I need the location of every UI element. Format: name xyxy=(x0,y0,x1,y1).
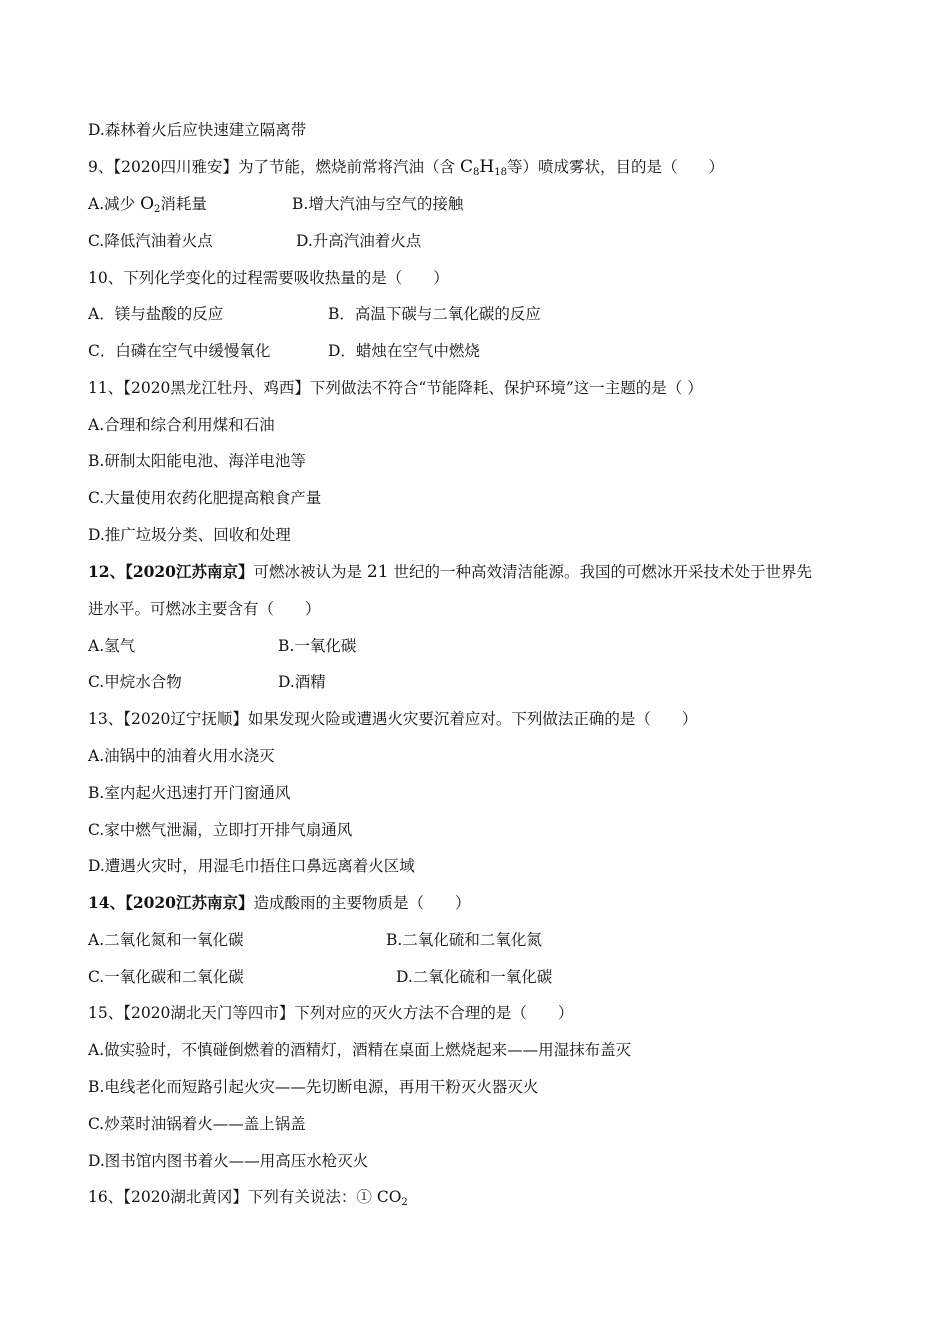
question-16: 16、【2020湖北黄冈】下列有关说法：① $CO_2$ xyxy=(88,1188,408,1208)
q10-options-row2 xyxy=(88,340,888,362)
q9-options-row1 xyxy=(88,193,888,215)
q13-option-c: C.家中燃气泄漏，立即打开排气扇通风 xyxy=(88,821,353,839)
question-11: 11、【2020黑龙江牡丹、鸡西】下列做法不符合“节能降耗、保护环境”这一主题的是（ ） xyxy=(88,379,703,397)
question-9: 9、【2020四川雅安】为了节能，燃烧前常将汽油（含 $C_8H_{18}$等）喷成雾状，目的是（ ） xyxy=(88,157,724,178)
q9-option-a: A.减少 $O_2$消耗量 xyxy=(88,194,207,215)
q11-option-b: B.研制太阳能电池、海洋电池等 xyxy=(88,452,306,470)
q12-option-c: C.甲烷水合物 xyxy=(88,673,182,691)
q9-options-row2 xyxy=(88,230,888,252)
question-13: 13、【2020辽宁抚顺】如果发现火险或遭遇火灾要沉着应对。下列做法正确的是（ ） xyxy=(88,710,698,728)
q15-option-a: A.做实验时，不慎碰倒燃着的酒精灯，酒精在桌面上燃烧起来——用湿抹布盖灭 xyxy=(88,1041,632,1059)
q10-option-d: D．蜡烛在空气中燃烧 xyxy=(328,342,480,360)
q14-option-d: D.二氧化硫和一氧化碳 xyxy=(396,968,553,986)
q12-option-b: B.一氧化碳 xyxy=(278,637,357,655)
q10-options-row1 xyxy=(88,303,888,325)
q14-option-a: A.二氧化氮和一氧化碳 xyxy=(88,931,244,949)
q13-option-b: B.室内起火迅速打开门窗通风 xyxy=(88,784,291,802)
q10-option-b: B．高温下碳与二氧化碳的反应 xyxy=(328,305,541,323)
q14-options-row1 xyxy=(88,929,888,951)
q10-option-a: A．镁与盐酸的反应 xyxy=(88,305,224,323)
q15-option-d: D.图书馆内图书着火——用高压水枪灭火 xyxy=(88,1152,369,1170)
q9-option-b: B.增大汽油与空气的接触 xyxy=(292,195,464,213)
q15-option-b: B.电线老化而短路引起火灾——先切断电源，再用干粉灭火器灭火 xyxy=(88,1078,539,1096)
question-12-continued: 进水平。可燃冰主要含有（ ） xyxy=(88,600,321,618)
q14-options-row2 xyxy=(88,966,888,988)
question-14: 14、【2020江苏南京】造成酸雨的主要物质是（ ） xyxy=(88,893,471,912)
question-15: 15、【2020湖北天门等四市】下列对应的灭火方法不合理的是（ ） xyxy=(88,1004,574,1022)
q11-option-d: D.推广垃圾分类、回收和处理 xyxy=(88,526,291,544)
q12-option-a: A.氢气 xyxy=(88,637,136,655)
q14-option-b: B.二氧化硫和二氧化氮 xyxy=(386,931,542,949)
q12-option-d: D.酒精 xyxy=(278,673,326,691)
question-12: 12、【2020江苏南京】可燃冰被认为是 21 世纪的一种高效清洁能源。我国的可燃冰开采技术处于世界先 xyxy=(88,562,812,582)
q11-option-a: A.合理和综合利用煤和石油 xyxy=(88,416,275,434)
q9-option-c: C.降低汽油着火点 xyxy=(88,232,213,250)
q15-option-c: C.炒菜时油锅着火——盖上锅盖 xyxy=(88,1115,306,1133)
q12-options-row1 xyxy=(88,635,888,657)
q8-option-d: D.森林着火后应快速建立隔离带 xyxy=(88,121,307,139)
q12-options-row2 xyxy=(88,671,888,693)
q14-option-c: C.一氧化碳和二氧化碳 xyxy=(88,968,244,986)
q9-option-d: D.升高汽油着火点 xyxy=(296,232,422,250)
q10-option-c: C．白磷在空气中缓慢氧化 xyxy=(88,342,271,360)
q11-option-c: C.大量使用农药化肥提高粮食产量 xyxy=(88,489,322,507)
q13-option-a: A.油锅中的油着火用水浇灭 xyxy=(88,747,275,765)
q13-option-d: D.遭遇火灾时，用湿毛巾捂住口鼻远离着火区域 xyxy=(88,857,415,875)
question-10: 10、下列化学变化的过程需要吸收热量的是（ ） xyxy=(88,269,449,287)
